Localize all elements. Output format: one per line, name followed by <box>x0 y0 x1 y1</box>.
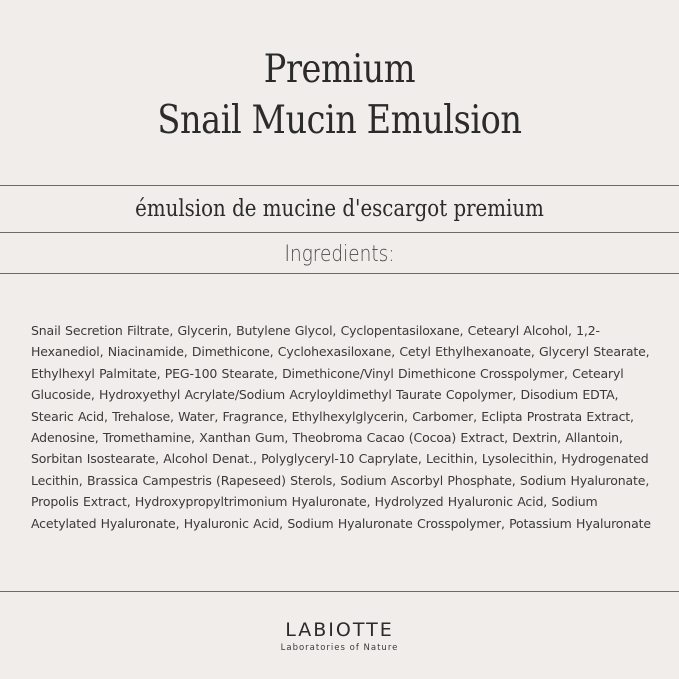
divider-middle <box>0 232 679 233</box>
brand-logo: LABIOTTE <box>285 619 394 641</box>
product-title <box>48 44 632 146</box>
ingredients-list: Snail Secretion Filtrate, Glycerin, Butylene Glycol, Cyclopentasiloxane, Cetearyl Alcohol, 1,2-Hexanediol, Niacinamide, Dimethicone, Cyclohexasiloxane, Cetyl Ethylhexanoate, Glyceryl Stearate, Ethylhexyl Palmitate, PEG-100 Stearate, Dimethicone/Vinyl Dimethicone Crosspolymer, Cetearyl Glucoside, Hydroxyethyl Acrylate/Sodium Acryloyldimethyl Taurate Copolymer, Disodium EDTA, Stearic Acid, Trehalose, Water, Fragrance, Ethylhexylglycerin, Carbomer, Eclipta Prostrata Extract, Adenosine, Tromethamine, Xanthan Gum, Theobroma Cacao (Cocoa) Extract, Dextrin, Allantoin, Sorbitan Isostearate, Alcohol Denat., Polyglyceryl-10 Caprylate, Lecithin, Lysolecithin, Hydrogenated Lecithin, Brassica Campestris (Rapeseed) Sterols, Sodium Ascorbyl Phosphate, Sodium Hyaluronate, Propolis Extract, Hydroxypropyltrimonium Hyaluronate, Hydrolyzed Hyaluronic Acid, Sodium Acetylated Hyaluronate, Hyaluronic Acid, Sodium Hyaluronate Crosspolymer, Potassium Hyaluronate <box>31 323 651 531</box>
divider-bottom <box>0 591 679 592</box>
ingredients-heading: Ingredients: <box>284 242 395 267</box>
brand-tagline: Laboratories of Nature <box>280 643 399 653</box>
product-title-line-2: Snail Mucin Emulsion <box>157 98 522 143</box>
divider-ingredients <box>0 273 679 274</box>
french-subtitle: émulsion de mucine d'escargot premium <box>135 196 544 222</box>
product-title-line-1: Premium <box>263 47 416 92</box>
divider-top <box>0 185 679 186</box>
